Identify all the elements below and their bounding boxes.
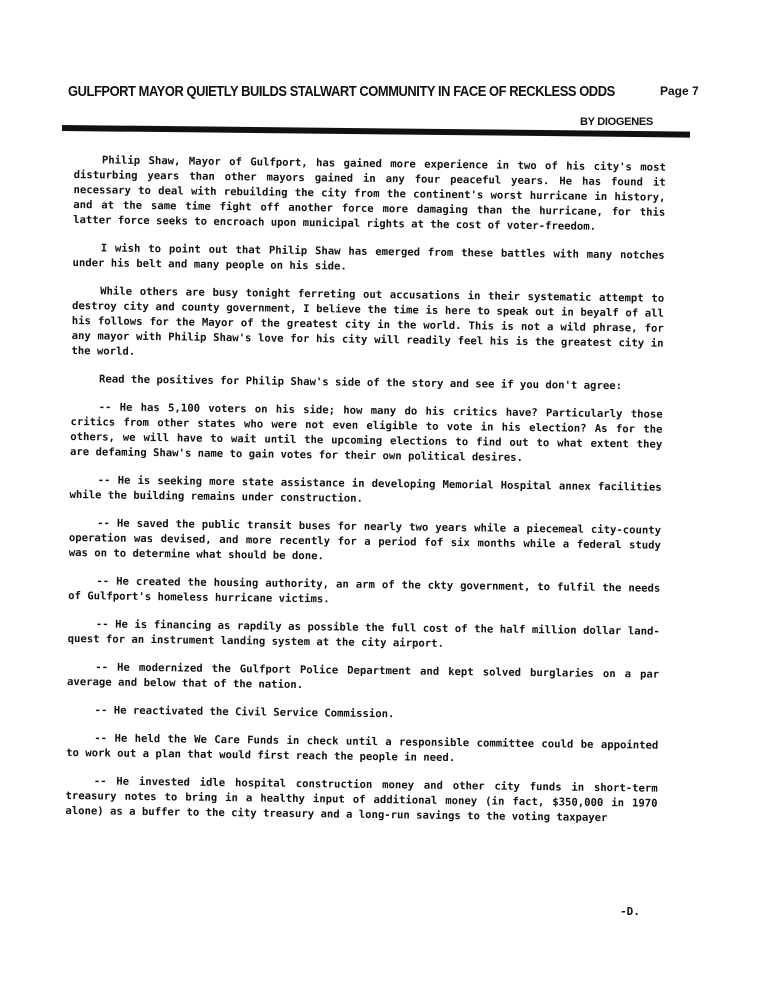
- page-number: Page 7: [660, 84, 699, 98]
- list-item: -- He is financing as rapdily as possible the full cost of the half million dollar land-quest for an instrument landing system at the city airport.: [67, 618, 660, 650]
- byline: BY DIOGENES: [580, 116, 653, 128]
- list-item: -- He reactivated the Civil Service Commission.: [94, 704, 395, 721]
- signature: -D.: [620, 905, 640, 918]
- list-item: -- He held the We Care Funds in check until a responsible committee could be appointed to work out a plan that would first reach the people in need.: [66, 732, 659, 765]
- list-item: -- He is seeking more state assistance in developing Memorial Hospital annex facilities while the building remains under construction.: [69, 474, 662, 505]
- paragraph: I wish to point out that Philip Shaw has emerged from these battles with many notches under his belt and many people on his side.: [72, 242, 665, 273]
- paragraph: Philip Shaw, Mayor of Gulfport, has gained more experience in two of his city's most disturbing years than other mayors gained in any four peaceful years. He has found it necessary to deal with rebuilding the city from the continent's worst hurricane in history, and at the same time fight off another force more damaging than the hurricane, for this latter force seeks to encroach upon municipal rights at the cost of voter-freedom.: [73, 154, 666, 233]
- list-item: -- He invested idle hospital construction money and other city funds in short-term treasury notes to bring in a healthy input of additional money (in fact, $350,000 in 1970 alone) as a buffer to the city treasury and a long-run savings to the voting taxpayer: [65, 775, 658, 825]
- list-item: -- He has 5,100 voters on his side; how many do his critics have? Particularly those critics from other states who were not even eligible to vote in his election? As for the others, we will have to wait until the upcoming elections to find out to what extent they are defaming Shaw's name to gain votes for their own political desires.: [70, 401, 663, 464]
- list-item: -- He modernized the Gulfport Police Department and kept solved burglaries on a par average and below that of the nation.: [66, 661, 660, 692]
- paragraph: While others are busy tonight ferreting out accusations in their systematic attempt to destroy city and county government, I believe the time is here to speak out in beyalf of all his follows for the Mayor of the greatest city in the world. This is not a wild phrase, for any mayor with Philip Shaw's love for his city will readily feel his is the greatest city in the world.: [71, 285, 665, 358]
- headline: GULFPORT MAYOR QUIETLY BUILDS STALWART COMMUNITY IN FACE OF RECKLESS ODDS: [68, 83, 615, 100]
- article-body: [65, 153, 666, 840]
- list-item: -- He created the housing authority, an arm of the ckty government, to fulfil the needs of Gulfport's homeless hurricane victims.: [68, 575, 661, 606]
- paragraph: Read the positives for Philip Shaw's side of the story and see if you don't agree:: [98, 373, 623, 393]
- list-item: -- He saved the public transit buses for nearly two years while a piecemeal city-county operation was devised, and more recently for a period fof six months while a federal study was on to determine what should be done.: [68, 517, 662, 563]
